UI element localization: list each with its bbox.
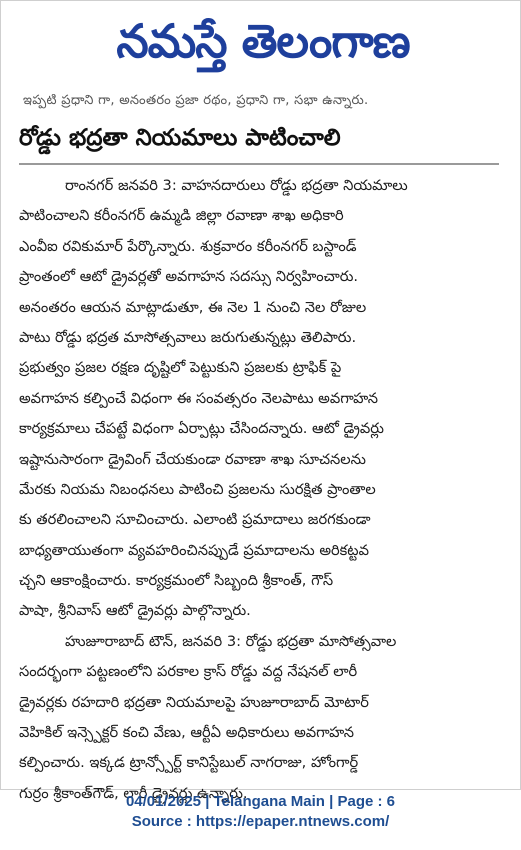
article-line: హుజూరాబాద్ టౌన్, జనవరి 3: రోడ్డు భద్రతా మాసోత్సవాల <box>65 632 397 650</box>
article-line: బాధ్యతాయుతంగా వ్యవహరించినప్పుడే ప్రమాదాలను అరికట్టవ <box>19 541 369 559</box>
cut-off-text: ఇప్పటి ప్రధాని గా, అనంతరం ప్రజా రథం, ప్రధాని గా, సభా ఉన్నారు. <box>23 93 369 108</box>
article-line: ఎంవీఐ రవికుమార్ పేర్కొన్నారు. శుక్రవారం కరీంనగర్ బస్టాండ్ <box>19 237 357 255</box>
article-line: పాటించాలని కరీంనగర్ ఉమ్మడి జిల్లా రవాణా శాఖ అధికారి <box>19 207 344 225</box>
article-line: పాటు రోడ్డు భద్రత మాసోత్సవాలు జరుగుతున్నట్లు తెలిపారు. <box>19 328 357 346</box>
article-line: ప్రభుత్వం ప్రజల రక్షణ దృష్టిలో పెట్టుకుని ప్రజలకు ట్రాఫిక్ పై <box>19 359 342 377</box>
article-line: కు తరలించాలని సూచించారు. ఎలాంటి ప్రమాదాలు జరగకుండా <box>19 511 371 529</box>
article-line: చ్చని ఆకాంక్షించారు. కార్యక్రమంలో సిబ్బంది శ్రీకాంత్, గౌస్ <box>19 572 334 590</box>
article-line: డ్రైవర్లకు రహదారి భద్రతా నియమాలపై హుజూరాబాద్ మోటార్ <box>19 693 369 711</box>
article-line: ప్రాంతంలో ఆటో డ్రైవర్లతో అవగాహన సదస్సు నిర్వహించారు. <box>19 268 359 286</box>
article-line: వెహికిల్ ఇన్స్పెక్టర్ కంచి వేణు, ఆర్టీఏ అధికారులు అవగాహన <box>19 724 354 742</box>
article-line: అవగాహన కల్పించే విధంగా ఈ సంవత్సరం నెలపాటు అవగాహన <box>19 389 379 407</box>
clipping-footer <box>0 792 521 832</box>
article-line: కార్యక్రమాలు చేపట్టే విధంగా ఏర్పాట్లు చేసిందన్నారు. ఆటో డ్రైవర్లు <box>19 420 384 438</box>
newspaper-masthead: నమస్తే తెలంగాణ <box>116 14 410 68</box>
article-line: పాషా, శ్రీనివాస్ ఆటో డ్రైవర్లు పాల్గొన్నారు. <box>19 602 251 620</box>
article-line: సందర్భంగా పట్టణంలోని పరకాల క్రాస్ రోడ్డు వద్ద నేషనల్ లారీ <box>19 663 358 681</box>
article-line: రాంనగర్ జనవరి 3: వాహనదారులు రోడ్డు భద్రతా నియమాలు <box>65 177 408 194</box>
article-line: కల్పించారు. ఇక్కడ ట్రాన్స్పోర్ట్ కానిస్టేబుల్ నాగరాజు, హోంగార్డ్ <box>19 754 359 772</box>
article-headline: రోడ్డు భద్రతా నియమాలు పాటించాలి <box>19 125 341 151</box>
article-line: అనంతరం ఆయన మాట్లాడుతూ, ఈ నెల 1 నుంచి నెల రోజుల <box>19 298 367 316</box>
headline-divider <box>19 163 499 165</box>
article-line: ఇష్టానుసారంగా డ్రైవింగ్ చేయకుండా రవాణా శాఖ సూచనలను <box>19 450 366 468</box>
article-line: మేరకు నియమ నిబంధనలు పాటించి ప్రజలను సురక్షిత ప్రాంతాల <box>19 480 376 498</box>
cut-off-previous-text <box>23 87 493 113</box>
source-link[interactable]: Source : https://epaper.ntnews.com/ <box>131 813 390 830</box>
edition-info: 04/01/2025 | Telangana Main | Page : 6 <box>125 793 396 810</box>
article-line: గుర్రం శ్రీకాంత్‌గౌడ్, లారీ డ్రైవర్లు ఉన్నారు. <box>19 784 248 802</box>
